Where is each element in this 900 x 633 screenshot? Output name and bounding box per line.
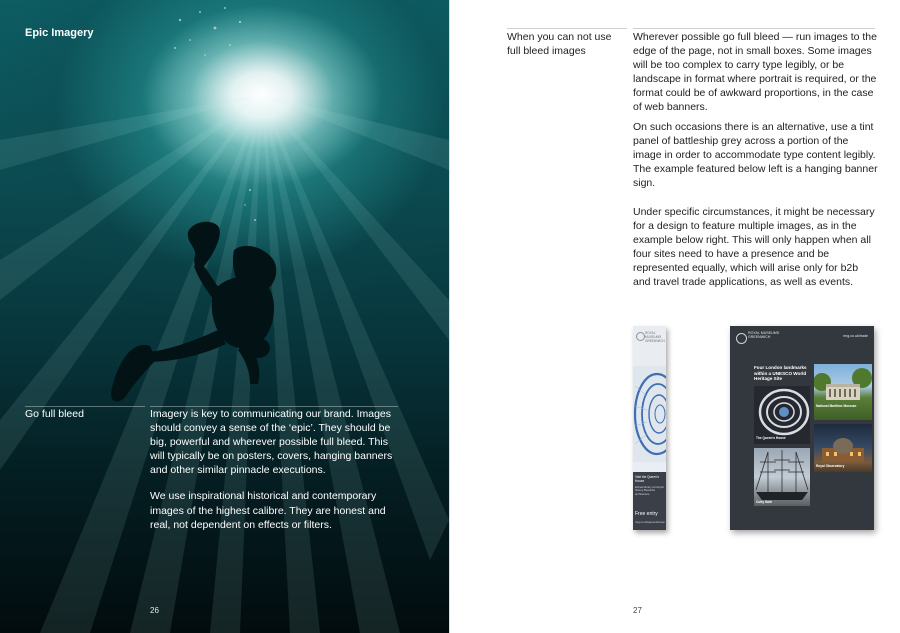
poster-url: rmg.co.uk/trade [843,334,868,338]
paragraph: We use inspirational historical and contemporary images of the highest calibre. They are honest and real, not dependent on effects or filters. [150,490,386,531]
tile-royal-observatory [814,424,872,472]
banner-grey-tint-panel [633,472,666,530]
poster-headline: Four London landmarks within a UNESCO World Heritage Site [754,365,807,382]
label-rule [507,28,627,29]
banner-url: rmg.co.uk/queenshouse [635,520,665,524]
body-text [633,30,878,295]
subsection-label: When you can not use full bleed images [507,31,612,57]
tile-label: Royal Observatory [816,464,845,468]
body-rule [633,28,875,29]
banner-title: Visit the Queen's House [635,475,659,483]
tile-national-maritime-museum [814,364,872,420]
left-page-photo [0,0,449,633]
hanging-banner-example [633,326,666,530]
banner-entry: Free entry [635,511,658,517]
subsection-label: Go full bleed [25,408,84,420]
paragraph: Imagery is key to communicating our brand. Images should convey a sense of the ‘epic’. They should be big, powerful and wherever possible full bleed. This will typically be on posters, covers, hanging banners and other similar pinnacle executions. [150,408,393,477]
museum-building-image [814,364,872,420]
paragraph: Wherever possible go full bleed — run images to the edge of the page, not in small boxes. Some images will be too complex to carry type legibly, or be landscape in format where portrait is required, or the format could be of awkward proportions, in the case of web banners. [633,31,877,113]
cutty-sark-image [754,448,810,506]
section-title: Epic Imagery [25,27,94,39]
rmg-logo-icon [636,332,645,341]
multi-image-poster-example [730,326,874,530]
tile-label: National Maritime Museum [816,404,857,408]
spine-divider [449,0,450,633]
page-number: 26 [150,606,159,615]
banner-logo-text: ROYAL MUSEUMS GREENWICH [645,331,665,343]
tile-label: Cutty Sark [756,500,772,504]
tile-cutty-sark [754,448,810,506]
body-text [150,407,400,544]
paragraph: Under specific circumstances, it might be necessary for a design to feature multiple images, as in the example below right. This will only happen when all four sites need to have a presence and be represented equally, which will arise only for b2b and travel trade applications, as well as events. [633,206,875,288]
tile-queens-house [754,386,810,444]
poster-logo-text: ROYAL MUSEUMS GREENWICH [748,331,780,340]
banner-subtitle: Extraordinary art Royal history Beautiful architecture [635,485,664,496]
page-number: 27 [633,606,642,615]
paragraph: On such occasions there is an alternative, use a tint panel of battleship grey across a portion of the image in order to accommodate type content legibly. The example featured below left is a hanging banner sign. [633,121,878,189]
spiral-staircase-image [633,366,666,462]
rmg-logo-icon [736,333,747,344]
tile-label: The Queen's House [756,436,786,440]
